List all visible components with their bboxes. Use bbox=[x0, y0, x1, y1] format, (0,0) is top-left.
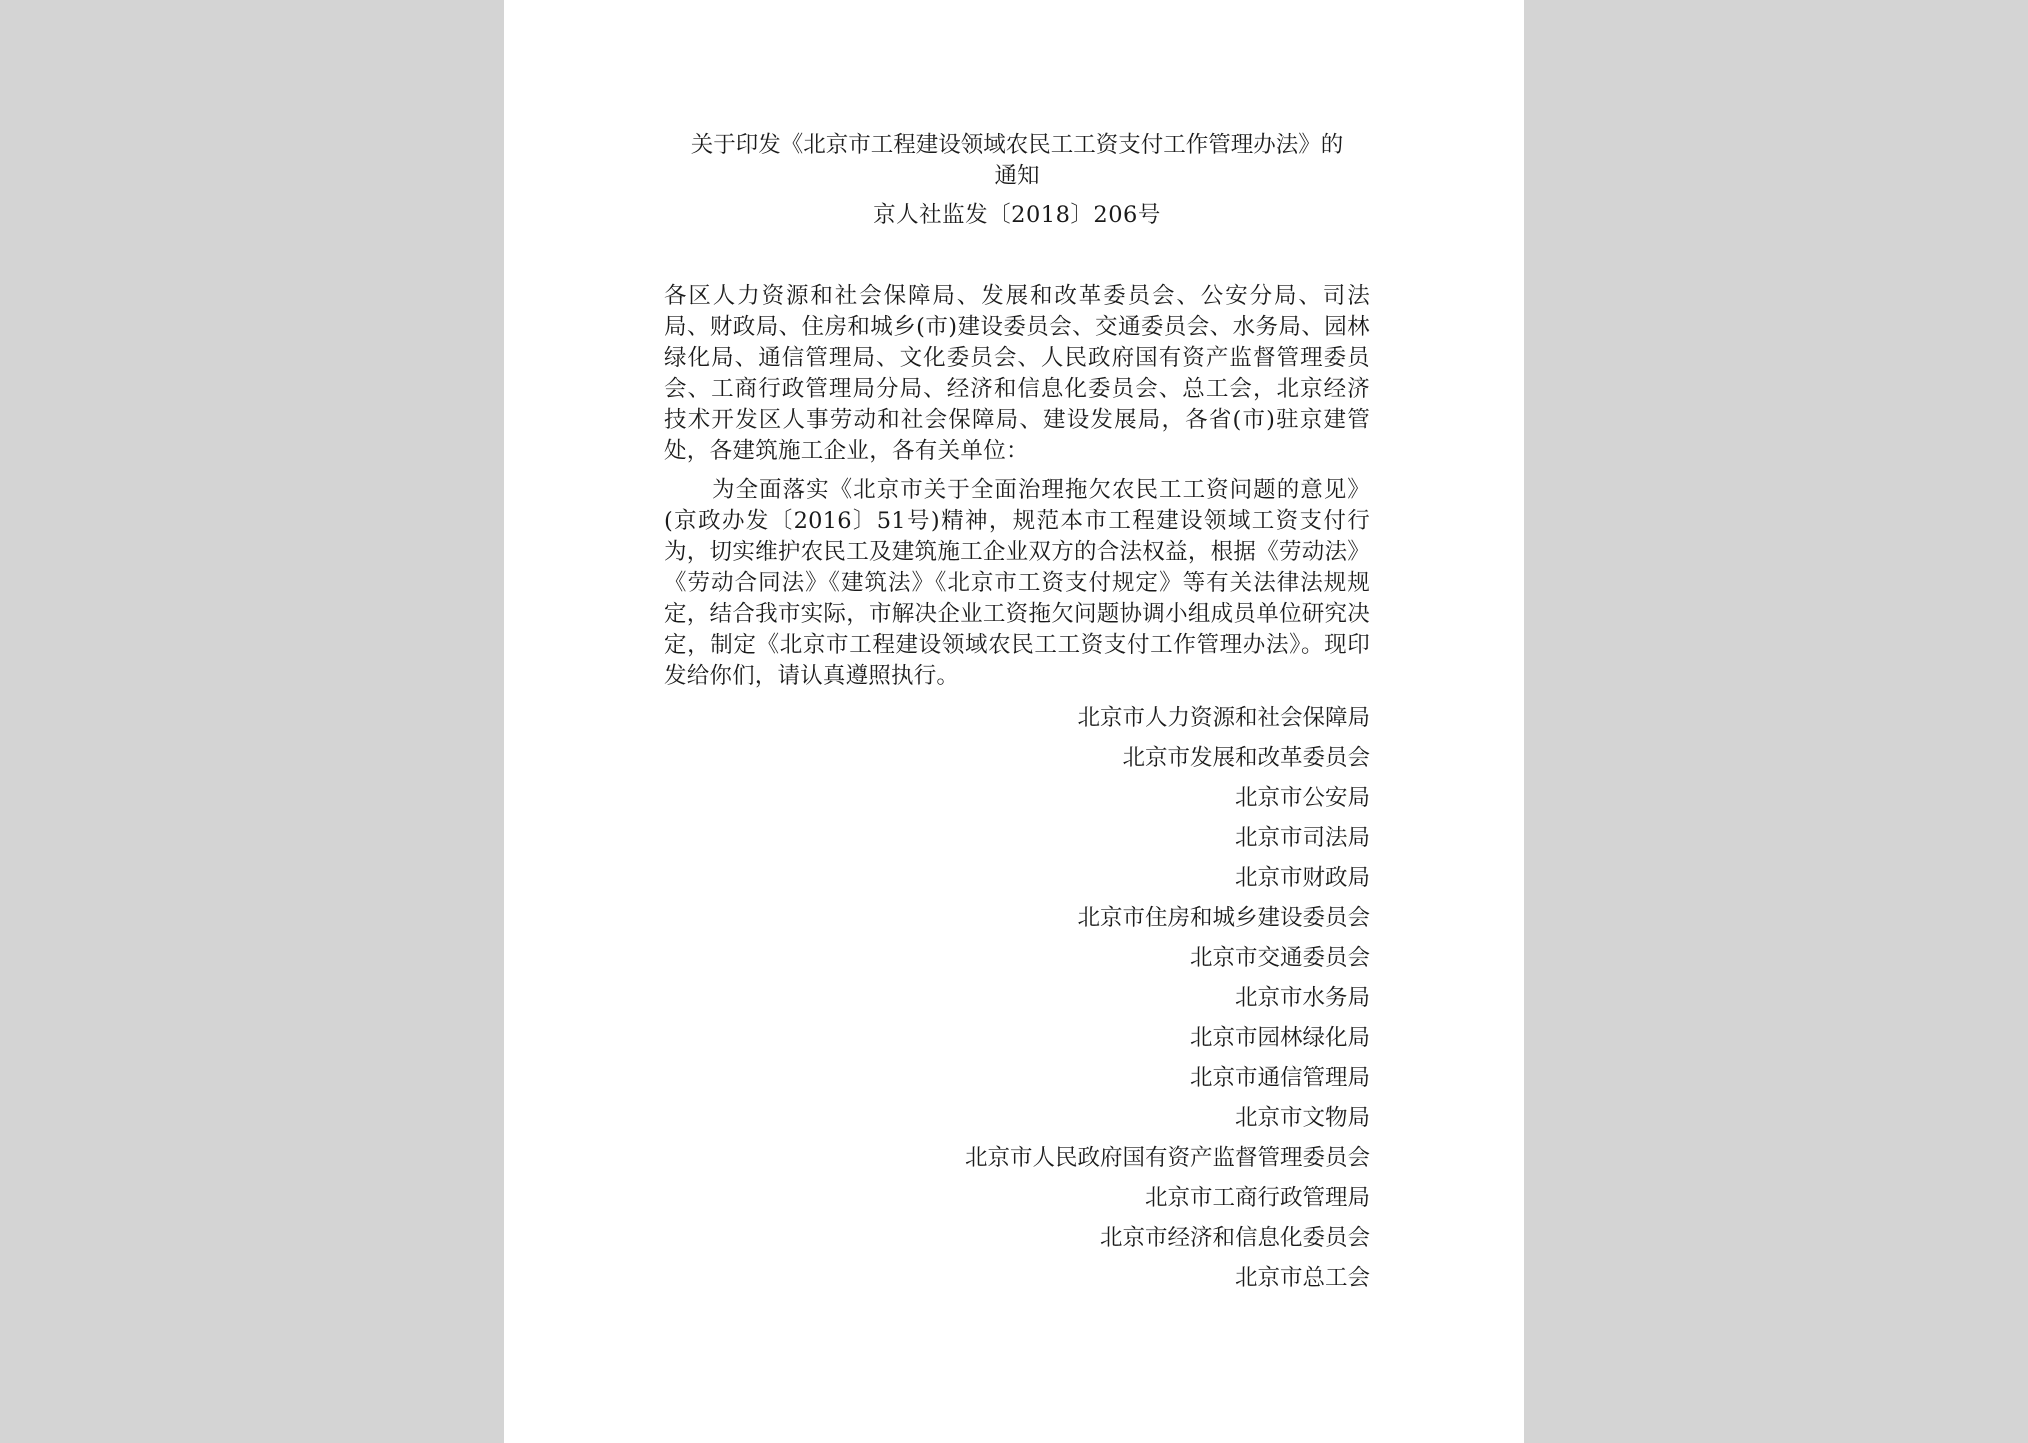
signatory: 北京市人民政府国有资产监督管理委员会 bbox=[964, 1145, 1370, 1171]
document-title bbox=[664, 130, 1370, 192]
document-number: 京人社监发〔2018〕206号 bbox=[873, 202, 1161, 228]
document-page bbox=[504, 0, 1524, 1443]
signatory: 北京市通信管理局 bbox=[1189, 1065, 1370, 1091]
signatory: 北京市文物局 bbox=[1234, 1105, 1370, 1131]
signatory: 北京市交通委员会 bbox=[1189, 945, 1370, 971]
signatory: 北京市公安局 bbox=[1234, 785, 1370, 811]
body-paragraph: 为全面落实《北京市关于全面治理拖欠农民工工资问题的意见》(京政办发〔2016〕51号)精神，规范本市工程建设领域工资支付行为，切实维护农民工及建筑施工企业双方的合法权益，根据《劳动法》《劳动合同法》《建筑法》《北京市工资支付规定》等有关法律法规规定，结合我市实际，市解决企业工资拖欠问题协调小组成员单位研究决定，制定《北京市工程建设领域农民工工资支付工作管理办法》。现印发给你们，请认真遵照执行。 bbox=[664, 477, 1370, 689]
signatory: 北京市经济和信息化委员会 bbox=[1099, 1225, 1370, 1251]
title-line-1: 关于印发《北京市工程建设领域农民工工资支付工作管理办法》的 bbox=[690, 132, 1344, 158]
title-line-2: 通知 bbox=[994, 163, 1040, 189]
document-content bbox=[664, 130, 1370, 1298]
signatory: 北京市发展和改革委员会 bbox=[1122, 745, 1370, 771]
signatory: 北京市住房和城乡建设委员会 bbox=[1077, 905, 1370, 931]
addressee-paragraph: 各区人力资源和社会保障局、发展和改革委员会、公安分局、司法局、财政局、住房和城乡(市)建设委员会、交通委员会、水务局、园林绿化局、通信管理局、文化委员会、人民政府国有资产监督管理委员会、工商行政管理局分局、经济和信息化委员会、总工会，北京经济技术开发区人事劳动和社会保障局、建设发展局，各省(市)驻京建管处，各建筑施工企业，各有关单位： bbox=[664, 283, 1370, 464]
signatory: 北京市园林绿化局 bbox=[1189, 1025, 1370, 1051]
signatory: 北京市人力资源和社会保障局 bbox=[1077, 705, 1370, 731]
signatory: 北京市司法局 bbox=[1234, 825, 1370, 851]
signatory: 北京市总工会 bbox=[1234, 1265, 1370, 1291]
signatory: 北京市水务局 bbox=[1234, 985, 1370, 1011]
signatory-list bbox=[664, 698, 1370, 1298]
signatory: 北京市工商行政管理局 bbox=[1144, 1185, 1370, 1211]
signatory: 北京市财政局 bbox=[1234, 865, 1370, 891]
